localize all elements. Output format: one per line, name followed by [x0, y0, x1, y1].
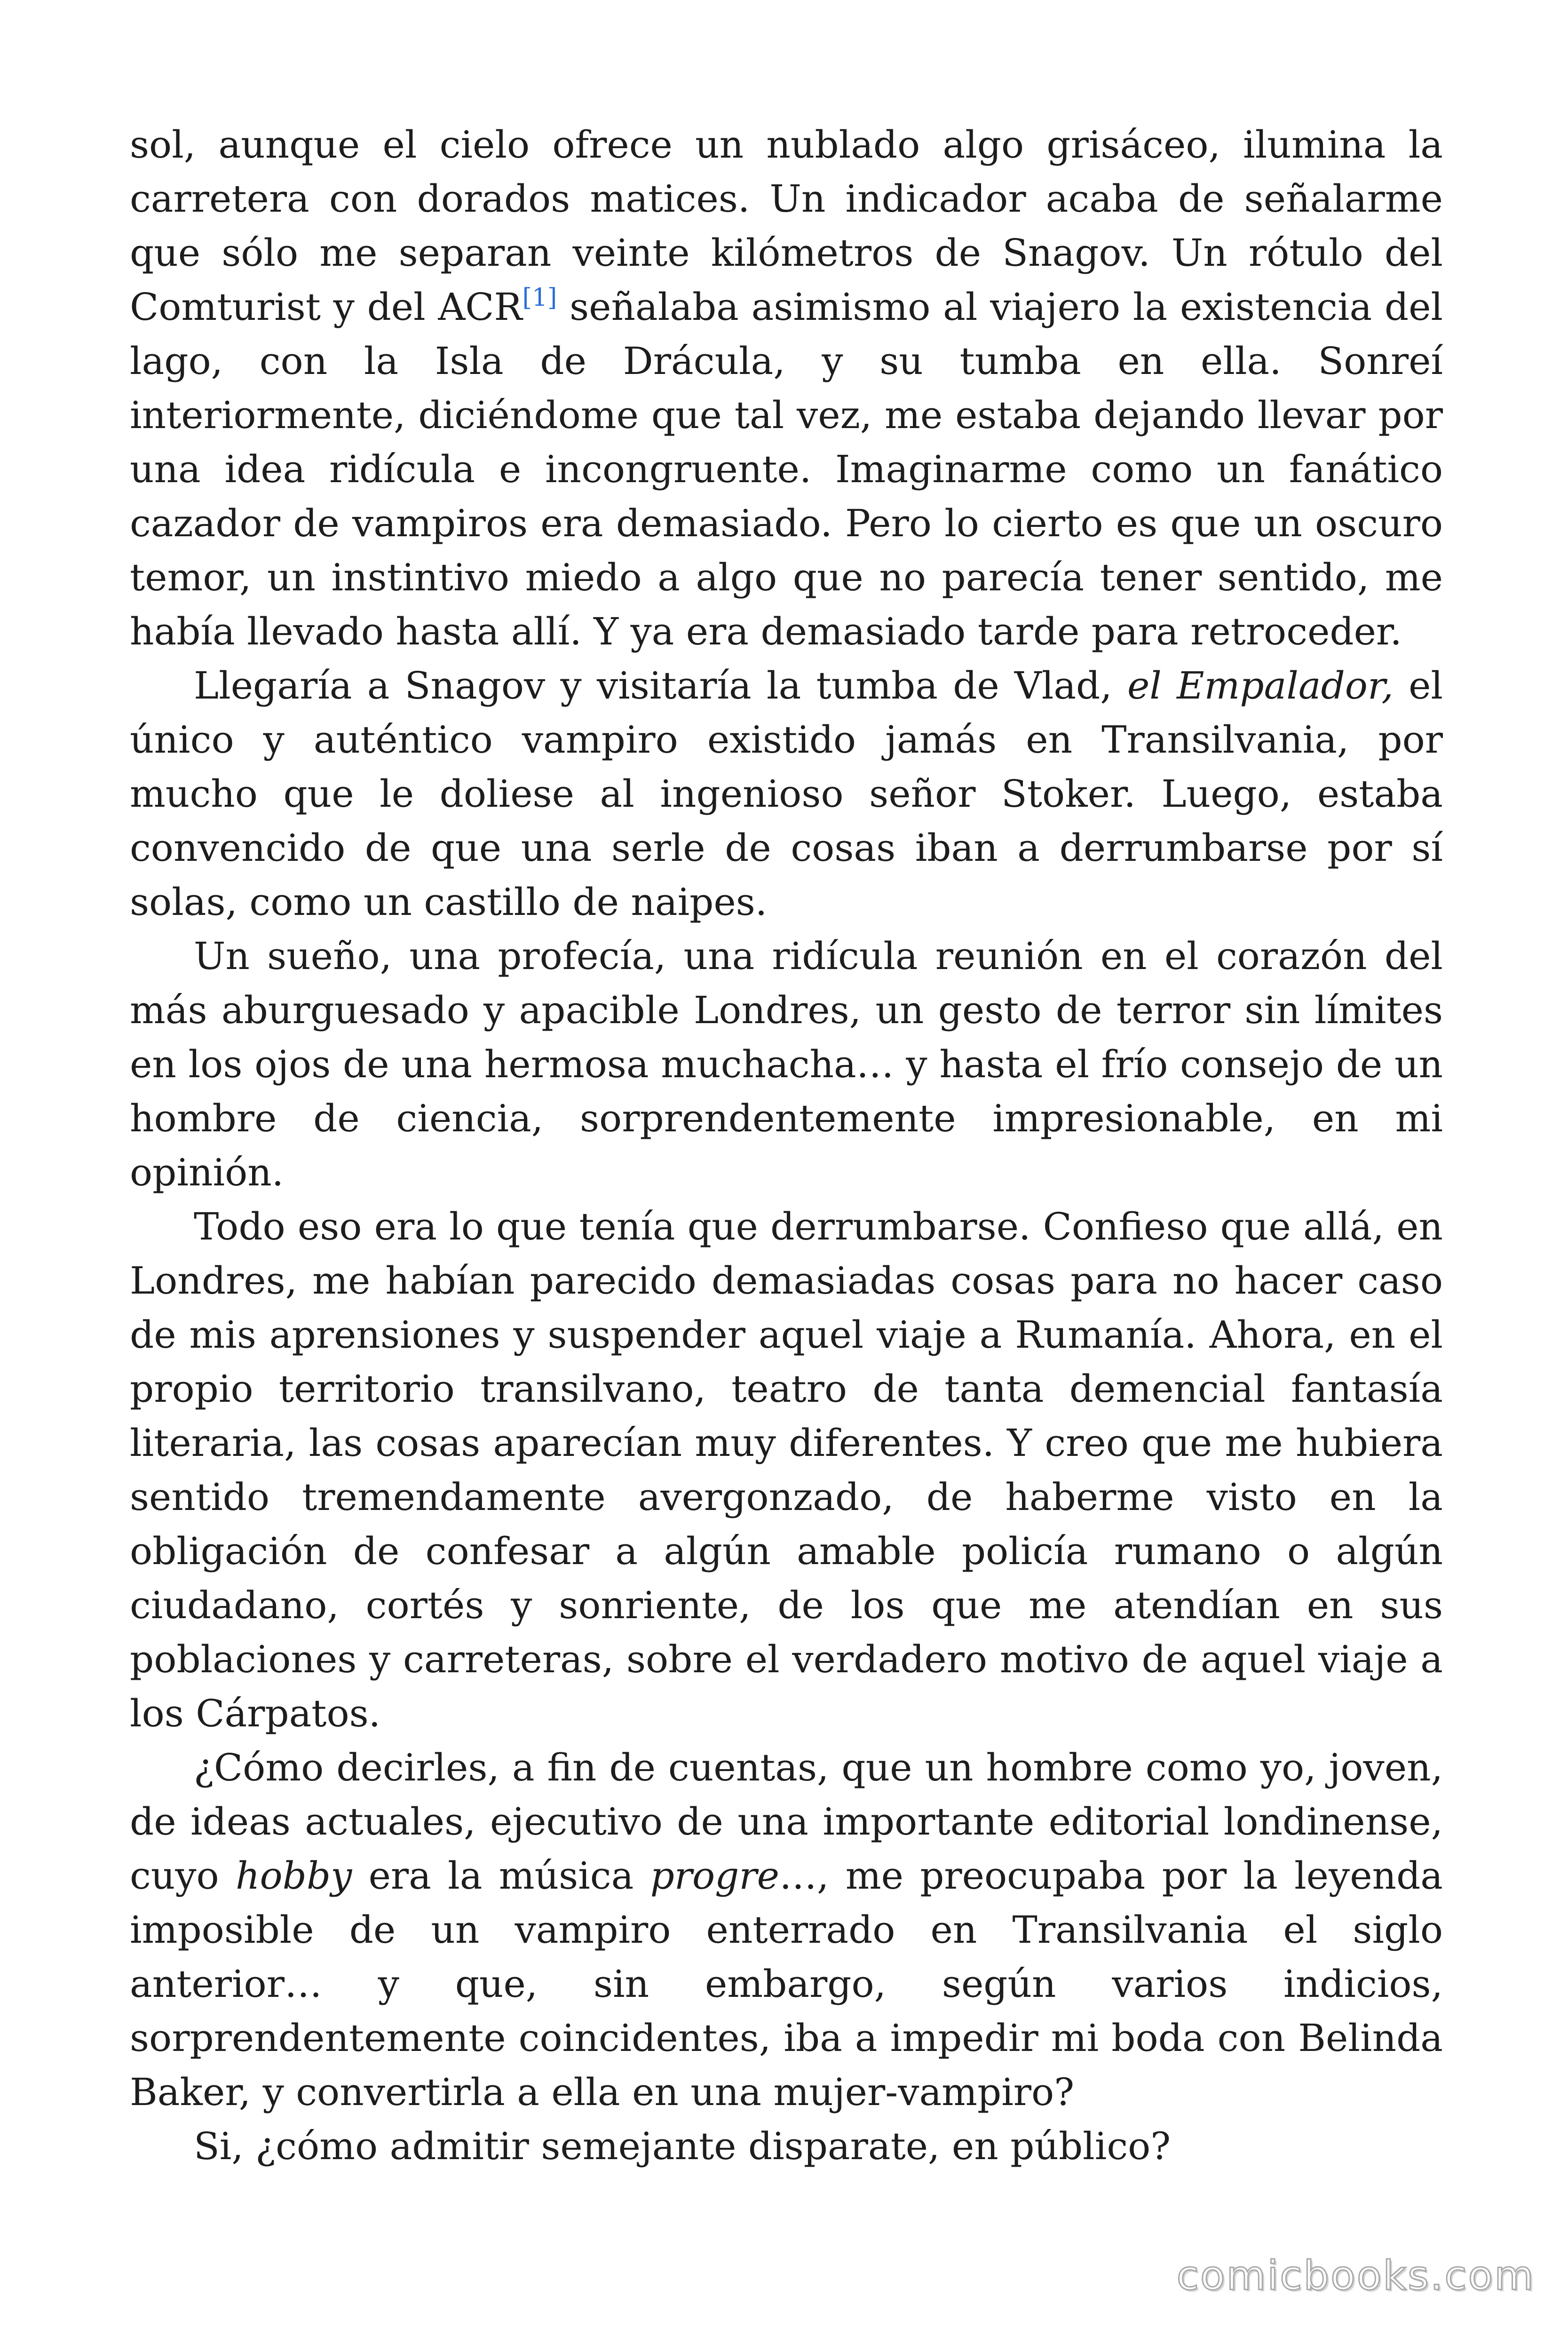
book-page-text — [130, 118, 1443, 2173]
paragraph-5-text-c: …, me preocupaba por la leyenda imposible de un vampiro enterrado en Transilvania el siglo anterior… y que, sin embargo, según varios indicios, sorprendentemente coincidentes, iba a impedir mi boda con Belinda Baker, y convertirla a ella en una mujer-vampiro? — [130, 1854, 1443, 2114]
paragraph-2-italic: el Empalador, — [1127, 664, 1394, 707]
paragraph-5-italic-progre: progre — [650, 1854, 779, 1898]
watermark-text: comicbooks.com — [1176, 2252, 1535, 2299]
paragraph-2-text-b: el único y auténtico vampiro existido jamás en Transilvania, por mucho que le doliese al ingenioso señor Stoker. Luego, estaba convencido de que una serle de cosas iban a derrumbarse por sí solas, como un castillo de naipes. — [130, 664, 1443, 924]
paragraph-5-text-b: era la música — [352, 1854, 650, 1898]
paragraph-1-text-b: señalaba asimismo al viajero la existencia del lago, con la Isla de Drácula, y su tumba en ella. Sonreí interiormente, diciéndome que tal vez, me estaba dejando llevar por una idea ridícula e incongruente. Imaginarme como un fanático cazador de vampiros era demasiado. Pero lo cierto es que un oscuro temor, un instintivo miedo a algo que no parecía tener sentido, me había llevado hasta allí. Y ya era demasiado tarde para retroceder. — [130, 285, 1443, 653]
paragraph-2 — [130, 659, 1443, 929]
paragraph-2-text-a: Llegaría a Snagov y visitaría la tumba de Vlad, — [194, 664, 1127, 707]
paragraph-4: Todo eso era lo que tenía que derrumbarse. Confieso que allá, en Londres, me habían parecido demasiadas cosas para no hacer caso de mis aprensiones y suspender aquel viaje a Rumanía. Ahora, en el propio territorio transilvano, teatro de tanta demencial fantasía literaria, las cosas aparecían muy diferentes. Y creo que me hubiera sentido tremendamente avergonzado, de haberme visto en la obligación de confesar a algún amable policía rumano o algún ciudadano, cortés y sonriente, de los que me atendían en sus poblaciones y carreteras, sobre el verdadero motivo de aquel viaje a los Cárpatos. — [130, 1205, 1443, 1735]
paragraph-6: Si, ¿cómo admitir semejante disparate, en público? — [194, 2124, 1171, 2168]
paragraph-5-italic-hobby: hobby — [235, 1854, 352, 1898]
footnote-link-1[interactable]: [1] — [522, 284, 557, 312]
paragraph-1-text-a: sol, aunque el cielo ofrece un nublado algo grisáceo, ilumina la carretera con dorados matices. Un indicador acaba de señalarme que sólo me separan veinte kilómetros de Snagov. Un rótulo del Comturist y del ACR — [130, 123, 1443, 329]
paragraph-5-text-a: ¿Cómo decirles, a fin de cuentas, que un hombre como yo, joven, de ideas actuales, ejecutivo de una importante editorial londinense, cuyo — [130, 1746, 1443, 1898]
paragraph-1 — [130, 118, 1443, 659]
paragraph-3: Un sueño, una profecía, una ridícula reunión en el corazón del más aburguesado y apacible Londres, un gesto de terror sin límites en los ojos de una hermosa muchacha… y hasta el frío consejo de un hombre de ciencia, sorprendentemente impresionable, en mi opinión. — [130, 934, 1443, 1194]
paragraph-5 — [130, 1740, 1443, 2119]
